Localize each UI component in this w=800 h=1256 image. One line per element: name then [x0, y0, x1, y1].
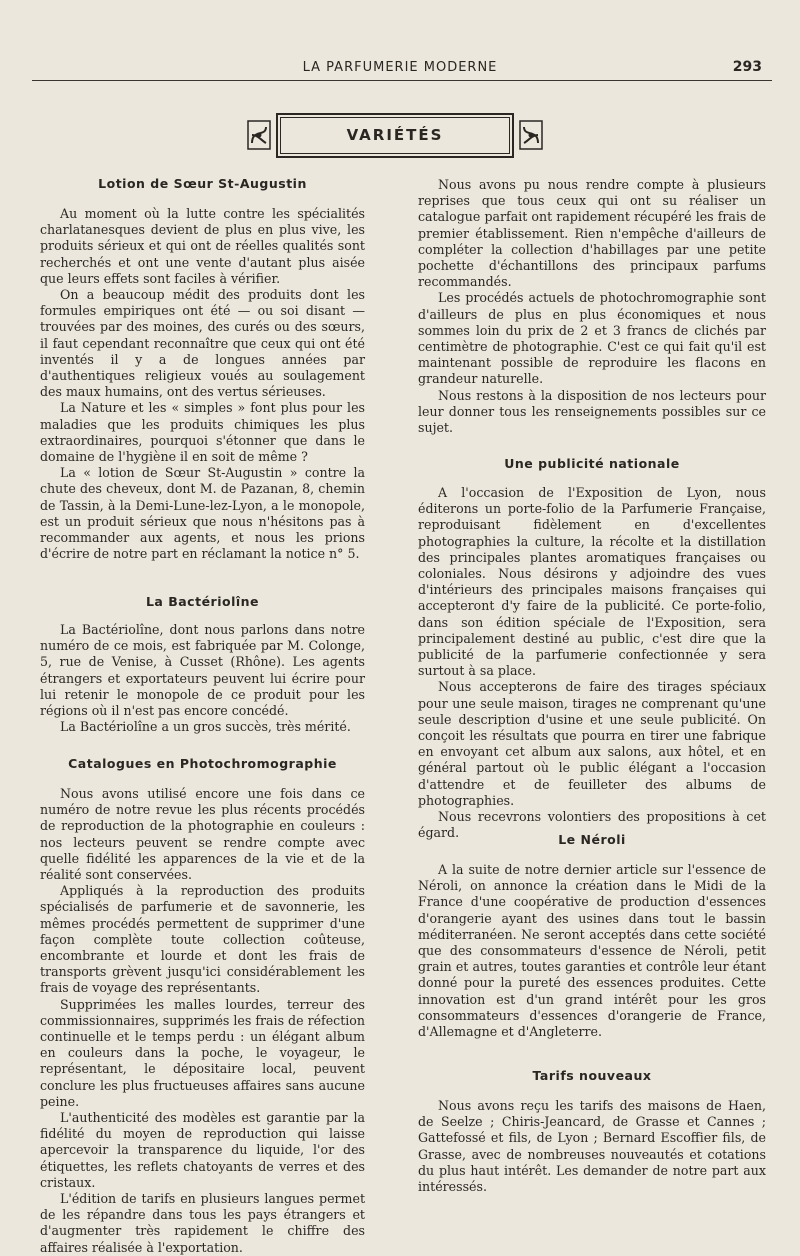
paragraph: Nous avons reçu les tarifs des maisons de Haen, de Seelze ; Chiris-Jeancard, de Grasse et Cannes ; Gattefossé et fils, de Lyon ; Bernard Escoffier fils, de Grasse, avec de nombreuses nouveautés et cotations du plus haut intérêt. Les demander de notre part aux intéressés.	[418, 1098, 766, 1195]
section-banner	[240, 113, 550, 158]
heading-bacteriolne: La Bactériolîne	[145, 594, 260, 609]
paragraph: Nous accepterons de faire des tirages spéciaux pour une seule maison, tirages ne comprenant qu'une seule description d'usine et une seule publicité. On conçoit les résultats que pourra en tirer une fabrique en envoyant cet album aux salons, aux hôtel, et en général partout où le public élégant a l'occasion d'attendre et de feuilleter des albums de photographies.	[418, 679, 766, 808]
heading-lotion: Lotion de Sœur St-Augustin	[98, 176, 307, 191]
paragraph: La Nature et les « simples » font plus pour les maladies que les produits chimiques les plus extraordinaires, pourquoi s'étonner que dans le domaine de l'hygiène il en soit de même ?	[40, 400, 365, 465]
paragraph: Nous recevrons volontiers des propositions à cet égard.	[418, 809, 766, 841]
paragraph: L'édition de tarifs en plusieurs langues permet de les répandre dans tous les pays étrangers et d'augmenter très rapidement le chiffre des affaires réalisée à l'exportation.	[40, 1191, 365, 1255]
article-bacteriolne	[40, 622, 365, 735]
paragraph: Supprimées les malles lourdes, terreur des commissionnaires, supprimés les frais de réfection continuelle et le temps perdu : un élégant album en couleurs dans la poche, le voyageur, le représentant, le dépositaire local, peuvent conclure les plus fructueuses affaires sans aucune peine.	[40, 996, 365, 1109]
left-fleuron-icon	[244, 119, 274, 151]
paragraph: La « lotion de Sœur St-Augustin » contre la chute des cheveux, dont M. de Pazanan, 8, chemin de Tassin, à la Demi-Lune-lez-Lyon, a le monopole, est un produit sérieux que nous n'hésitons pas à recommander aux agents, et nous les prions d'écrire de notre part en réclamant la notice n° 5.	[40, 465, 365, 562]
article-catalogues-continued	[418, 177, 766, 436]
paragraph: La Bactériolîne, dont nous parlons dans notre numéro de ce mois, est fabriquée par M. Colonge, 5, rue de Venise, à Cusset (Rhône). Les agents étrangers et exportateurs peuvent lui écrire pour lui retenir le monopole de ce produit pour les régions où il n'est pas encore concédé.	[40, 622, 365, 719]
article-neroli	[418, 862, 766, 1040]
paragraph: Appliqués à la reproduction des produits spécialisés de parfumerie et de savonnerie, les mêmes procédés permettent de supprimer d'une façon complète toute collection coûteuse, encombrante et lourde et dont les frais de transports grèvent jusqu'ici considérablement les frais de voyage des représentants.	[40, 883, 365, 996]
article-publicite	[418, 485, 766, 841]
heading-catalogues: Catalogues en Photochromographie	[68, 756, 337, 771]
running-head	[0, 60, 800, 80]
right-fleuron-icon	[516, 119, 546, 151]
paragraph: La Bactériolîne a un gros succès, très mérité.	[60, 719, 351, 735]
page-number: 293	[732, 59, 762, 75]
paragraph: Nous avons utilisé encore une fois dans ce numéro de notre revue les plus récents procédés de reproduction de la photographie en couleurs : nos lecteurs peuvent se rendre compte avec quelle fidélité les apparences de la vie et de la réalité sont conservées.	[40, 786, 365, 883]
header-rule	[32, 80, 772, 81]
paragraph: Nous restons à la disposition de nos lecteurs pour leur donner tous les renseignements possibles sur ce sujet.	[418, 387, 766, 436]
article-lotion	[40, 206, 365, 562]
heading-tarifs: Tarifs nouveaux	[532, 1068, 652, 1083]
banner-title: VARIÉTÉS	[346, 126, 444, 144]
heading-publicite: Une publicité nationale	[504, 456, 680, 471]
paragraph: A l'occasion de l'Exposition de Lyon, nous éditerons un porte-folio de la Parfumerie Française, reproduisant fidèlement en d'excellentes photographies la culture, la récolte et la distillation des principales plantes aromatiques françaises ou coloniales. Nous désirons y adjoindre des vues d'intérieurs des principales maisons françaises qui accepteront d'y faire de la publicité. Ce porte-folio, dans son édition spéciale de l'Exposition, sera principalement destiné au public, c'est dire que la publicité de la parfumerie confectionnée y sera surtout à sa place.	[418, 485, 766, 679]
heading-neroli: Le Néroli	[558, 832, 626, 847]
article-catalogues	[40, 786, 365, 1256]
paragraph: On a beaucoup médit des produits dont les formules empiriques ont été — ou soi disant — trouvées par des moines, des curés ou des sœurs, il faut cependant reconnaître que ceux qui ont été inventés il y a de longues années par d'authentiques religieux voués au soulagement des maux humains, ont des vertus sérieuses.	[40, 287, 365, 400]
paragraph: Nous avons pu nous rendre compte à plusieurs reprises que tous ceux qui ont su réaliser un catalogue parfait ont rapidement récupéré les frais de premier établissement. Rien n'empêche d'ailleurs de compléter la collection d'habillages par une petite pochette d'échantillons des principaux parfums recommandés.	[418, 177, 766, 290]
paragraph: A la suite de notre dernier article sur l'essence de Néroli, on annonce la création dans le Midi de la France d'une coopérative de production d'essences d'orangerie ayant des usines dans tout le bassin méditerranéen. Ne seront acceptés dans cette société que des consommateurs d'essence de Néroli, petit grain et autres, toutes garanties et contrôle leur étant donné pour la pureté des essences produites. Cette innovation est d'un grand intérêt pour les gros consommateurs d'essences d'orangerie de France, d'Allemagne et d'Angleterre.	[418, 862, 766, 1040]
running-title: LA PARFUMERIE MODERNE	[302, 60, 498, 75]
paragraph: Les procédés actuels de photochromographie sont d'ailleurs de plus en plus économiques et nous sommes loin du prix de 2 et 3 francs de clichés par centimètre de photographie. C'est ce qui fait qu'il est maintenant possible de reproduire les flacons en grandeur naturelle.	[418, 290, 766, 387]
article-tarifs	[418, 1098, 766, 1195]
paragraph: L'authenticité des modèles est garantie par la fidélité du moyen de reproduction qui laisse apercevoir la transparence du liquide, l'or des étiquettes, les reflets chatoyants de verres et des cristaux.	[40, 1110, 365, 1190]
banner-frame	[276, 113, 514, 158]
paragraph: Au moment où la lutte contre les spécialités charlatanesques devient de plus en plus vive, les produits sérieux et qui ont de réelles qualités sont recherchés et ont une vente d'autant plus aisée que leurs effets sont faciles à vérifier.	[40, 206, 365, 286]
